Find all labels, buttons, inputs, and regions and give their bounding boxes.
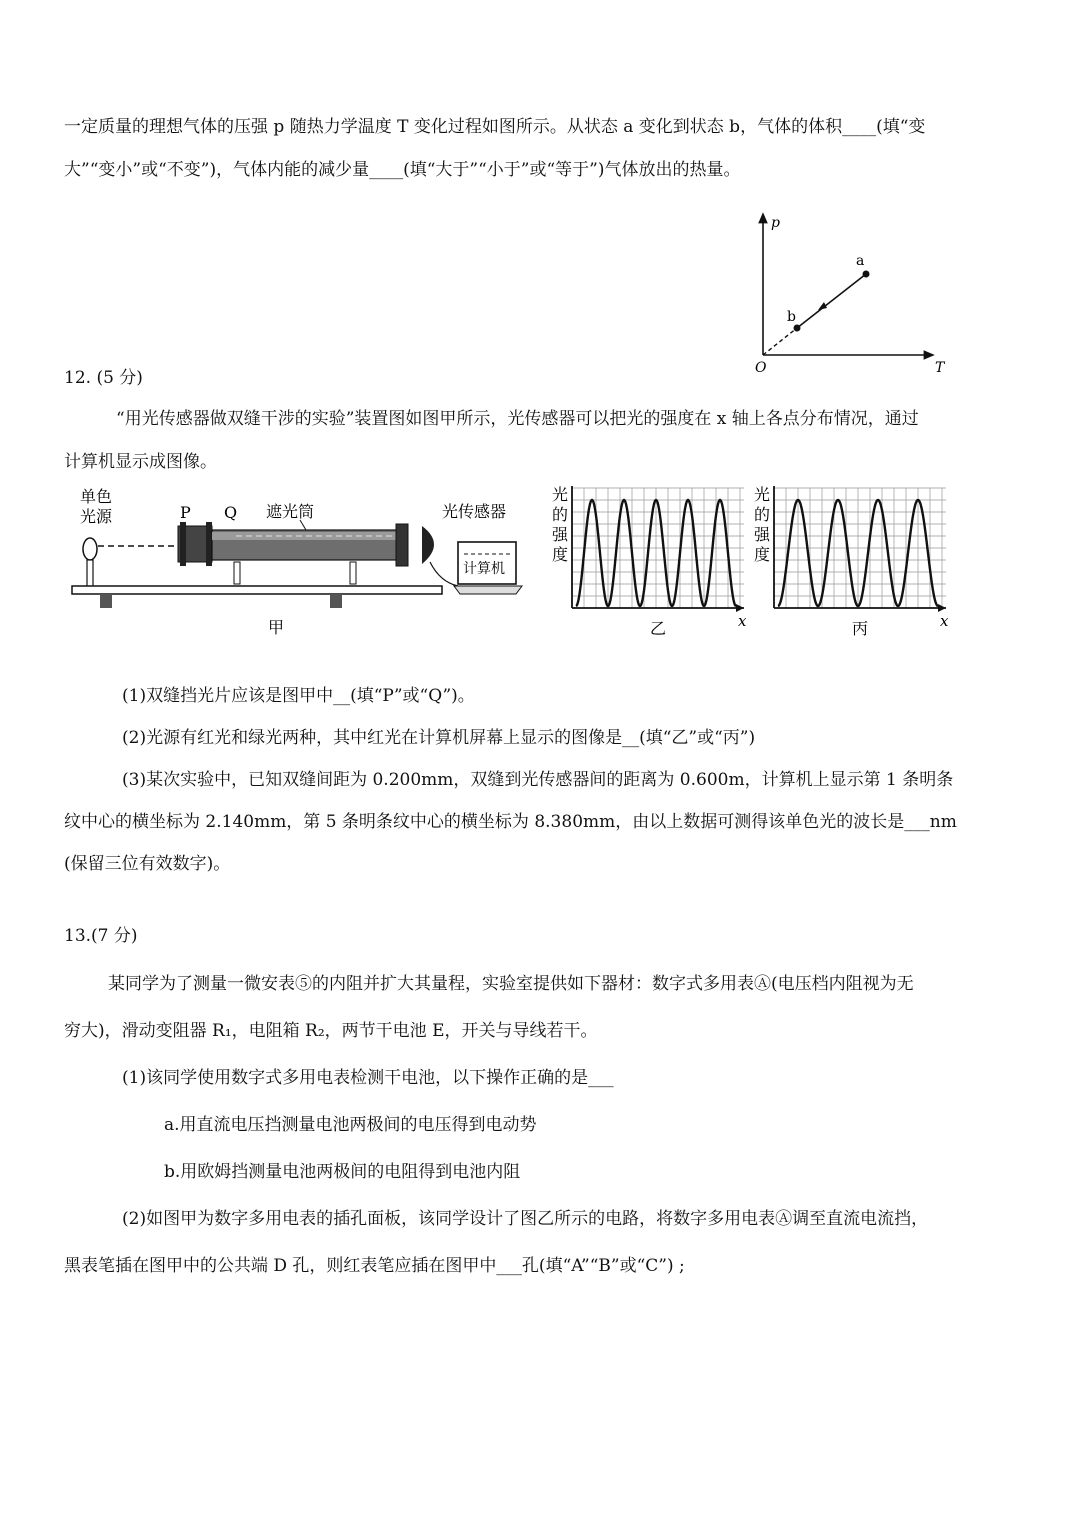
p-slit-plate bbox=[180, 522, 186, 566]
direction-arrow-icon bbox=[818, 302, 827, 310]
q12-sub2: (2)光源有红光和绿光两种，其中红光在计算机屏幕上显示的图像是__(填“乙”或“丙”) bbox=[122, 728, 756, 748]
q13-sub2-line1: (2)如图甲为数字多用电表的插孔面板，该同学设计了图乙所示的电路，将数字多用电表Ⓐ调至直流电流挡， bbox=[122, 1209, 929, 1229]
tube-support bbox=[350, 562, 356, 584]
bench-leg bbox=[330, 594, 342, 608]
origin-label: O bbox=[755, 360, 767, 376]
ylabel-char: 的 bbox=[552, 505, 569, 524]
q12-header: 12. (5 分) bbox=[64, 368, 143, 388]
graph-bing-caption: 丙 bbox=[852, 619, 869, 638]
q11-text-line1: 一定质量的理想气体的压强 p 随热力学温度 T 变化过程如图所示。从状态 a 变化到状态 b，气体的体积____(填“变 bbox=[64, 117, 926, 137]
sensor-label: 光传感器 bbox=[442, 502, 507, 521]
a-label: a bbox=[856, 253, 865, 269]
ylabel-char: 强 bbox=[552, 525, 569, 544]
q13-option-a: a.用直流电压挡测量电池两极间的电压得到电动势 bbox=[164, 1115, 537, 1135]
graph-yi-caption: 乙 bbox=[650, 619, 667, 638]
t-axis-label: T bbox=[935, 360, 945, 376]
q13-header: 13.(7 分) bbox=[64, 926, 138, 946]
p-label: P bbox=[180, 503, 191, 522]
computer-figure bbox=[430, 482, 560, 612]
q13-option-b: b.用欧姆挡测量电池两极间的电阻得到电池内阻 bbox=[164, 1162, 521, 1182]
source-label-2: 光源 bbox=[80, 507, 113, 526]
x-label: x bbox=[738, 612, 747, 630]
dashed-extension bbox=[763, 328, 797, 355]
q-label: Q bbox=[224, 503, 238, 522]
x-label: x bbox=[940, 612, 949, 630]
graph-yi bbox=[548, 482, 758, 642]
ylabel-char: 度 bbox=[552, 545, 569, 564]
q12-sub1: (1)双缝挡光片应该是图甲中__(填“P”或“Q”)。 bbox=[122, 686, 475, 706]
state-b-point bbox=[794, 325, 801, 332]
q-slit-plate bbox=[206, 522, 212, 566]
source-label-1: 单色 bbox=[80, 487, 113, 506]
sensor-cable bbox=[430, 562, 458, 586]
bench-leg bbox=[100, 594, 112, 608]
tube-support bbox=[234, 562, 240, 584]
tube-label: 遮光筒 bbox=[266, 502, 315, 521]
q12-sub3-line1: (3)某次实验中，已知双缝间距为 0.200mm，双缝到光传感器间的距离为 0.600m，计算机上显示第 1 条明条 bbox=[122, 770, 954, 790]
ylabel-char: 的 bbox=[754, 505, 771, 524]
q12-sub3-line3: (保留三位有效数字)。 bbox=[64, 854, 231, 874]
ylabel-char: 度 bbox=[754, 545, 771, 564]
state-a-point bbox=[863, 271, 870, 278]
q13-intro-line2: 穷大)，滑动变阻器 R₁，电阻箱 R₂，两节干电池 E，开关与导线若干。 bbox=[64, 1021, 598, 1041]
graph-bing bbox=[750, 482, 960, 642]
q12-intro-line1: “用光传感器做双缝干涉的实验”装置图如图甲所示，光传感器可以把光的强度在 x 轴上各点分布情况，通过 bbox=[116, 409, 919, 429]
q12-sub3-line2: 纹中心的横坐标为 2.140mm，第 5 条明条纹中心的横坐标为 8.380mm，由以上数据可测得该单色光的波长是___nm bbox=[64, 812, 957, 832]
ylabel-char: 光 bbox=[754, 485, 771, 504]
q11-text-line2: 大”“变小”或“不变”)，气体内能的减少量____(填“大于”“小于”或“等于”)气体放出的热量。 bbox=[64, 160, 741, 180]
q13-sub2-line2: 黑表笔插在图甲中的公共端 D 孔，则红表笔应插在图甲中___孔(填“A”“B”或“C”) ; bbox=[64, 1256, 685, 1276]
p-axis-label: p bbox=[771, 215, 780, 231]
q13-sub1: (1)该同学使用数字式多用电表检测干电池，以下操作正确的是___ bbox=[122, 1068, 614, 1088]
q12-intro-line2: 计算机显示成图像。 bbox=[64, 452, 217, 472]
b-label: b bbox=[787, 309, 796, 325]
q13-intro-line1: 某同学为了测量一微安表⑤的内阻并扩大其量程，实验室提供如下器材：数字式多用表Ⓐ(电压档内阻视为无 bbox=[108, 974, 914, 994]
optical-bench bbox=[72, 586, 442, 594]
ylabel-char: 强 bbox=[754, 525, 771, 544]
apparatus-caption: 甲 bbox=[268, 618, 285, 637]
pt-graph bbox=[745, 205, 960, 380]
ylabel-char: 光 bbox=[552, 485, 569, 504]
tube-collar bbox=[396, 524, 408, 566]
light-source-icon bbox=[83, 538, 97, 588]
tube-pointer bbox=[300, 520, 306, 530]
computer-label: 计算机 bbox=[463, 561, 505, 577]
laptop-keyboard bbox=[454, 586, 522, 594]
process-line bbox=[797, 274, 866, 328]
